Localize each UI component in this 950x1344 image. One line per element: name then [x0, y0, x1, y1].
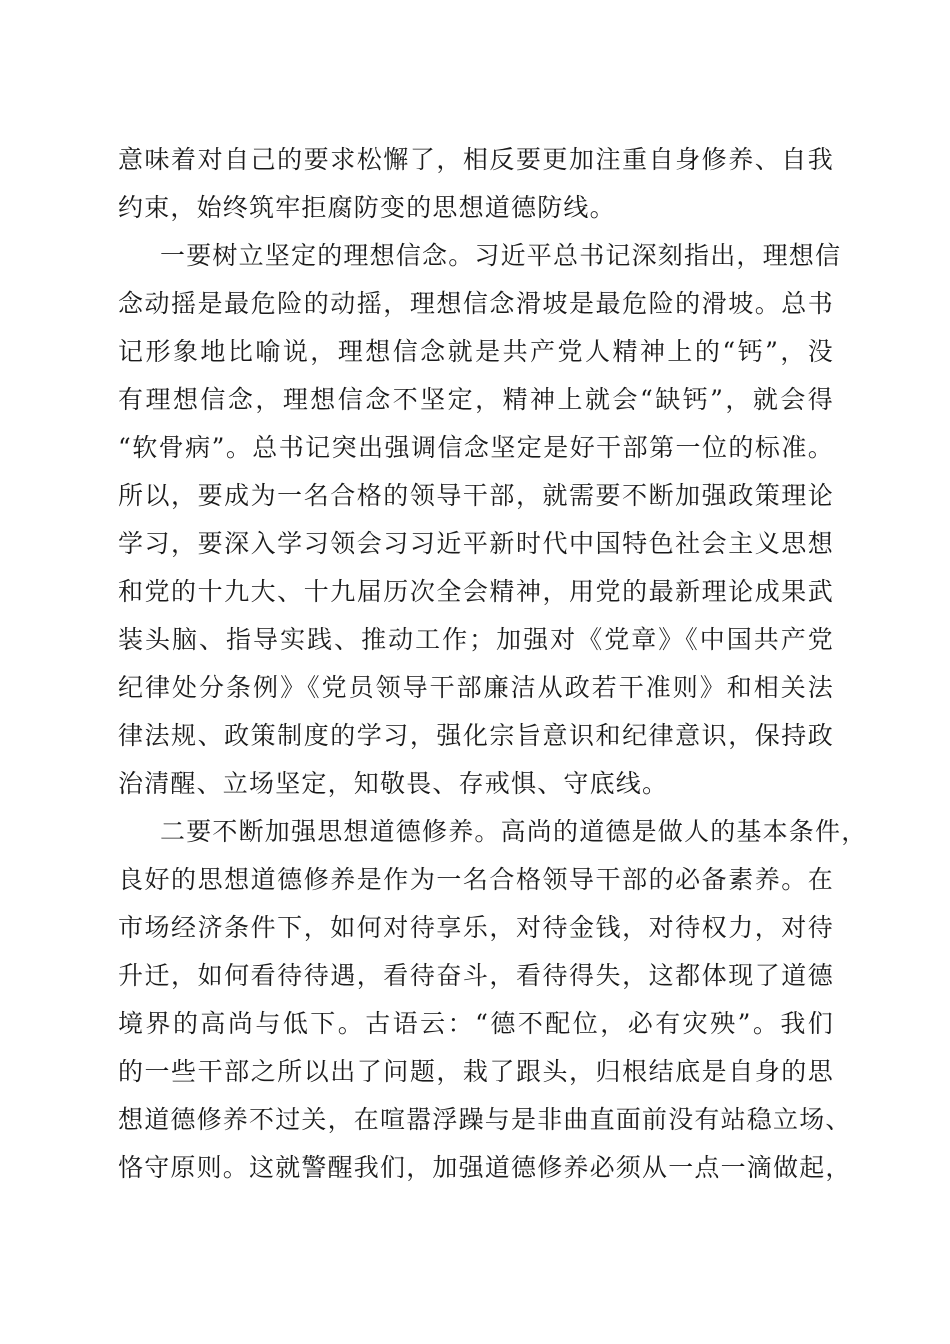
text-line: 治清醒、立场坚定，知敬畏、存戒惧、守底线。 [118, 769, 669, 798]
text-line: 念动摇是最危险的动摇，理想信念滑坡是最危险的滑坡。总书 [118, 289, 834, 318]
text-line: 和党的十九大、十九届历次全会精神，用党的最新理论成果武 [118, 577, 834, 606]
text-line: 的一些干部之所以出了问题，栽了跟头，归根结底是自身的思 [118, 1057, 834, 1086]
text-line: 意味着对自己的要求松懈了，相反要更加注重自身修养、自我 [118, 145, 834, 174]
text-line: 市场经济条件下，如何对待享乐，对待金钱，对待权力，对待 [118, 913, 834, 942]
paragraph-start-line: 二要不断加强思想道德修养。高尚的道德是做人的基本条件， [160, 817, 868, 846]
text-line: 想道德修养不过关，在喧嚣浮躁与是非曲直面前没有站稳立场、 [118, 1105, 852, 1134]
text-line: 所以，要成为一名合格的领导干部，就需要不断加强政策理论 [118, 481, 834, 510]
text-line: 良好的思想道德修养是作为一名合格领导干部的必备素养。在 [118, 865, 834, 894]
body-text [118, 136, 868, 1192]
text-line: 纪律处分条例》《党员领导干部廉洁从政若干准则》和相关法 [118, 673, 834, 702]
text-line: 升迁，如何看待待遇，看待奋斗，看待得失，这都体现了道德 [118, 961, 834, 990]
text-line: 记形象地比喻说，理想信念就是共产党人精神上的“钙”，没 [118, 337, 834, 366]
text-line: 约束，始终筑牢拒腐防变的思想道德防线。 [118, 193, 616, 222]
text-line: “软骨病”。总书记突出强调信念坚定是好干部第一位的标准。 [118, 433, 834, 462]
text-line: 境界的高尚与低下。古语云：“德不配位，必有灾殃”。我们 [118, 1009, 834, 1038]
text-line: 恪守原则。这就警醒我们，加强道德修养必须从一点一滴做起， [118, 1153, 852, 1182]
text-line: 装头脑、指导实践、推动工作；加强对《党章》《中国共产党 [118, 625, 834, 654]
text-line: 有理想信念，理想信念不坚定，精神上就会“缺钙”，就会得 [118, 385, 834, 414]
text-line: 律法规、政策制度的学习，强化宗旨意识和纪律意识，保持政 [118, 721, 834, 750]
text-line: 学习，要深入学习领会习习近平新时代中国特色社会主义思想 [118, 529, 834, 558]
paragraph-start-line: 一要树立坚定的理想信念。习近平总书记深刻指出，理想信 [160, 241, 842, 270]
